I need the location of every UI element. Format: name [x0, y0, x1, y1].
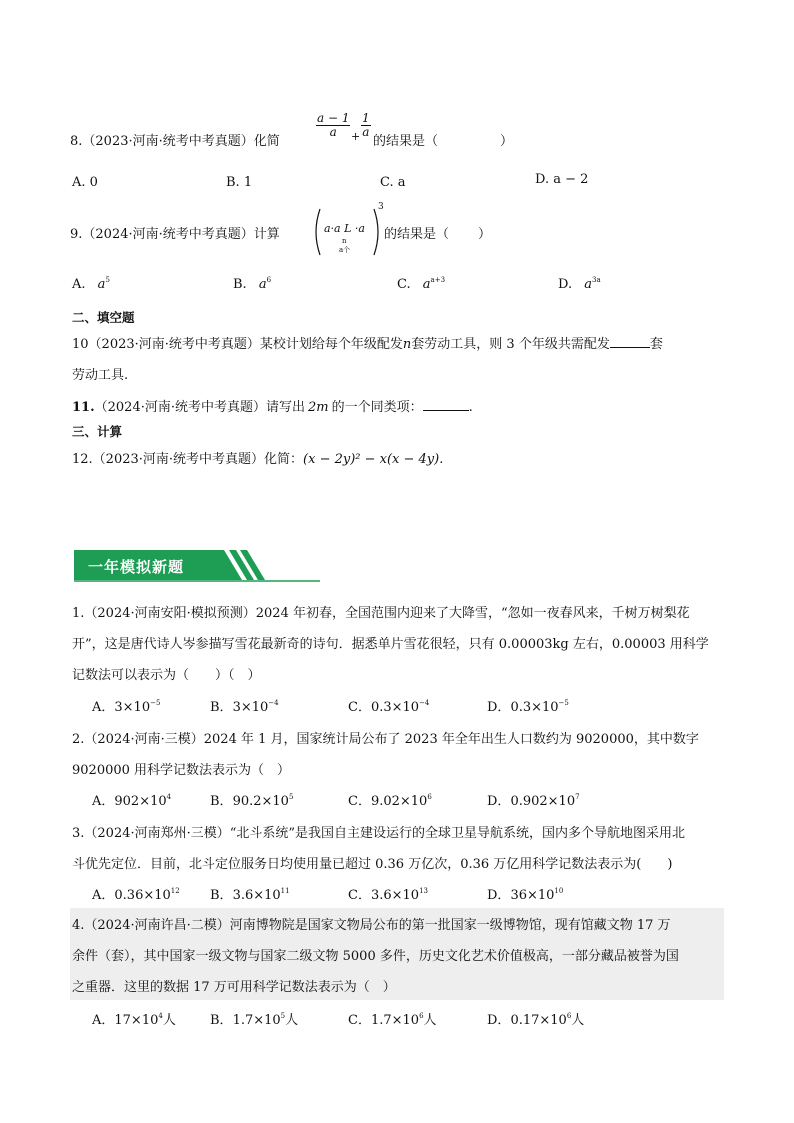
m4-a-unit: 人: [162, 1013, 176, 1028]
q8-suffix: 的结果是（: [373, 134, 439, 149]
m2-c-mant: 9.02×10: [370, 794, 428, 809]
mock-1-option-a: [92, 696, 160, 715]
q8-frac2-num: 1: [362, 111, 370, 125]
question-10-line1: [72, 333, 663, 352]
q9-option-c-base: a: [422, 277, 431, 292]
m3-c-exp: 13: [419, 887, 428, 895]
q10-text-b: 套劳动工具，则 3 个年级共需配发: [411, 337, 610, 352]
q11-end: .: [468, 400, 473, 415]
m1-a-label: A．: [92, 700, 115, 715]
mock-1-line2: 开”，这是唐代诗人岑参描写雪花最新奇的诗句．据悉单片雪花很轻，只有 0.00003kg 左右，0.00003 用科学: [72, 637, 709, 652]
question-10-line2: 劳动工具.: [72, 368, 129, 383]
q11-expr: 2m: [307, 400, 329, 415]
m4-c-unit: 人: [423, 1013, 437, 1028]
q9-option-d: [558, 276, 601, 292]
mock-4-option-a: [92, 1009, 176, 1028]
q9-option-d-label: D.: [558, 277, 573, 292]
m4-b-mant: 1.7×10: [232, 1013, 281, 1028]
mock-3-option-a: [92, 884, 180, 903]
q9-option-b-base: a: [258, 277, 267, 292]
q12-expr: (x − 2y)² − x(x − 4y).: [303, 452, 444, 467]
q9-option-c-exp: a+3: [430, 276, 446, 284]
q9-expression: [312, 204, 382, 260]
m1-a-mant: 3×10: [114, 700, 151, 715]
m1-d-label: D．: [487, 700, 511, 715]
m4-d-mant: 0.17×10: [510, 1013, 567, 1028]
banner-title: 一年模拟新题: [88, 558, 185, 576]
m1-d-exp: −5: [558, 699, 569, 707]
q8-fraction-2: [361, 112, 371, 139]
mock-1-option-b: [210, 696, 279, 715]
mock-4-option-d: [487, 1009, 584, 1028]
q8-close: ）: [500, 134, 514, 149]
m2-d-exp: 7: [575, 793, 580, 801]
section-banner: [74, 546, 324, 582]
mock-1-line3: 记数法可以表示为（ ）（ ）: [72, 668, 261, 683]
q8-option-d: D. a − 2: [535, 172, 589, 187]
m1-a-exp: −5: [150, 699, 161, 707]
mock-3-option-c: [348, 884, 428, 903]
mock-3-option-d: [487, 884, 563, 903]
q9-option-b: [233, 276, 271, 292]
mock-3-option-b: [210, 884, 290, 903]
q9-option-a-base: a: [97, 277, 106, 292]
m4-b-label: B．: [210, 1013, 233, 1028]
q9-suffix: 的结果是（: [384, 227, 450, 242]
q9-option-b-label: B.: [233, 277, 247, 292]
m3-a-exp: 12: [170, 887, 180, 895]
q8-frac2-den: a: [362, 125, 370, 139]
q9-expr-top: a·a L ·a: [324, 222, 365, 235]
q9-option-b-exp: 6: [266, 276, 272, 284]
q8-prefix: 8.（2023·河南·统考中考真题）化简: [70, 134, 280, 149]
m2-b-label: B．: [210, 794, 233, 809]
m1-b-exp: −4: [268, 699, 279, 707]
m4-a-label: A．: [92, 1013, 115, 1028]
mock-4-option-b: [210, 1009, 298, 1028]
q9-exponent: 3: [378, 202, 384, 212]
mock-4-line2: 余件（套），其中国家一级文物与国家二级文物 5000 多件，历史文化艺术价值极高，一部分藏品被誉为国: [72, 949, 679, 964]
mock-2-option-d: [487, 790, 580, 809]
mock-1-option-c: [348, 696, 429, 715]
q10-answer-blank[interactable]: [610, 335, 650, 348]
m3-d-exp: 10: [554, 887, 564, 895]
m2-c-exp: 6: [427, 793, 432, 801]
m1-c-label: C．: [348, 700, 371, 715]
q9-option-a: [72, 276, 110, 292]
mock-2-option-c: [348, 790, 432, 809]
m3-c-label: C．: [348, 888, 371, 903]
m2-b-mant: 90.2×10: [232, 794, 289, 809]
q8-option-a: A. 0: [72, 175, 98, 190]
mock-3-line1: 3.（2024·河南郑州·三模）“北斗系统”是我国自主建设运行的全球卫星导航系统，国内多个导航地图采用北: [72, 826, 686, 841]
q9-option-c-label: C.: [397, 277, 411, 292]
mock-1-option-d: [487, 696, 569, 715]
q9-close: ）: [478, 227, 492, 242]
q9-option-d-exp: 3a: [592, 276, 601, 284]
q10-var: n: [402, 337, 412, 352]
m4-c-exp: 6: [419, 1012, 424, 1020]
m3-a-mant: 0.36×10: [114, 888, 171, 903]
mock-2-line2: 9020000 用科学记数法表示为（ ）: [72, 763, 291, 778]
q11-text2: 的一个同类项：: [331, 400, 423, 415]
m1-d-mant: 0.3×10: [510, 700, 559, 715]
q9-option-a-label: A.: [72, 277, 86, 292]
m3-b-mant: 3.6×10: [232, 888, 281, 903]
q9-expr-under: a个: [339, 246, 351, 254]
question-12: [72, 448, 443, 467]
m3-d-mant: 36×10: [510, 888, 555, 903]
q8-option-c: C. a: [380, 175, 406, 190]
m2-c-label: C．: [348, 794, 371, 809]
m4-c-label: C．: [348, 1013, 371, 1028]
q11-answer-blank[interactable]: [423, 398, 469, 411]
q11-text: （2024·河南·统考中考真题）请写出: [94, 400, 305, 415]
section-calc-heading: 三、计算: [72, 424, 123, 439]
q8-frac1-den: a: [329, 125, 337, 139]
m2-d-label: D．: [487, 794, 511, 809]
m3-b-exp: 11: [280, 887, 290, 895]
m1-c-mant: 0.3×10: [370, 700, 420, 715]
m4-d-label: D．: [487, 1013, 511, 1028]
m4-b-unit: 人: [285, 1013, 299, 1028]
m2-a-exp: 4: [166, 793, 172, 801]
q11-number: 11.: [72, 400, 95, 415]
m4-a-mant: 17×10: [114, 1013, 159, 1028]
q10-text-c: 套: [649, 337, 663, 352]
m3-c-mant: 3.6×10: [370, 888, 420, 903]
mock-4-option-c: [348, 1009, 437, 1028]
mock-1-line1: 1.（2024·河南安阳·模拟预测）2024 年初春，全国范围内迎来了大降雪，“忽如一夜春风来，千树万树梨花: [72, 606, 690, 621]
q8-plus: +: [351, 130, 361, 143]
mock-2-option-b: [210, 790, 293, 809]
m3-b-label: B．: [210, 888, 233, 903]
m4-c-mant: 1.7×10: [370, 1013, 420, 1028]
m1-c-exp: −4: [419, 699, 430, 707]
q9-option-a-exp: 5: [105, 276, 110, 284]
mock-2-line1: 2.（2024·河南·三模）2024 年 1 月，国家统计局公布了 2023 年全年出生人口数约为 9020000，其中数字: [72, 732, 699, 747]
mock-4-line3: 之重器．这里的数据 17 万可用科学记数法表示为（ ）: [72, 980, 396, 995]
q8-fraction-1: [316, 112, 350, 139]
m4-d-unit: 人: [571, 1013, 585, 1028]
q9-option-d-base: a: [584, 277, 592, 292]
mock-4-line1: 4.（2024·河南许昌·二模）河南博物院是国家文物局公布的第一批国家一级博物馆，现有馆藏文物 17 万: [72, 918, 671, 933]
m3-d-label: D．: [487, 888, 511, 903]
m4-b-exp: 5: [280, 1012, 286, 1020]
question-8: [70, 112, 630, 158]
m4-d-exp: 6: [566, 1012, 572, 1020]
m1-b-label: B．: [210, 700, 233, 715]
m2-a-label: A．: [92, 794, 115, 809]
q10-text-a: 10（2023·河南·统考中考真题）某校计划给每个年级配发: [72, 337, 403, 352]
m3-a-label: A．: [92, 888, 115, 903]
m4-a-exp: 4: [158, 1012, 163, 1020]
m2-d-mant: 0.902×10: [510, 794, 576, 809]
mock-3-line2: 斗优先定位．目前，北斗定位服务日均使用量已超过 0.36 万亿次，0.36 万亿用科学记数法表示为( ): [72, 857, 673, 872]
m1-b-mant: 3×10: [232, 700, 269, 715]
mock-2-option-a: [92, 790, 171, 809]
q9-option-c: [397, 276, 445, 292]
question-11: [72, 396, 473, 415]
q12-text: 12.（2023·河南·统考中考真题）化简：: [72, 452, 304, 467]
section-fill-blank-heading: 二、填空题: [72, 310, 135, 325]
q9-expr-n: n: [342, 237, 347, 245]
m2-a-mant: 902×10: [114, 794, 167, 809]
q8-frac1-num: a − 1: [317, 111, 350, 125]
q9-prefix: 9.（2024·河南·统考中考真题）计算: [70, 227, 280, 242]
m2-b-exp: 5: [288, 793, 294, 801]
q8-option-b: B. 1: [226, 175, 253, 190]
